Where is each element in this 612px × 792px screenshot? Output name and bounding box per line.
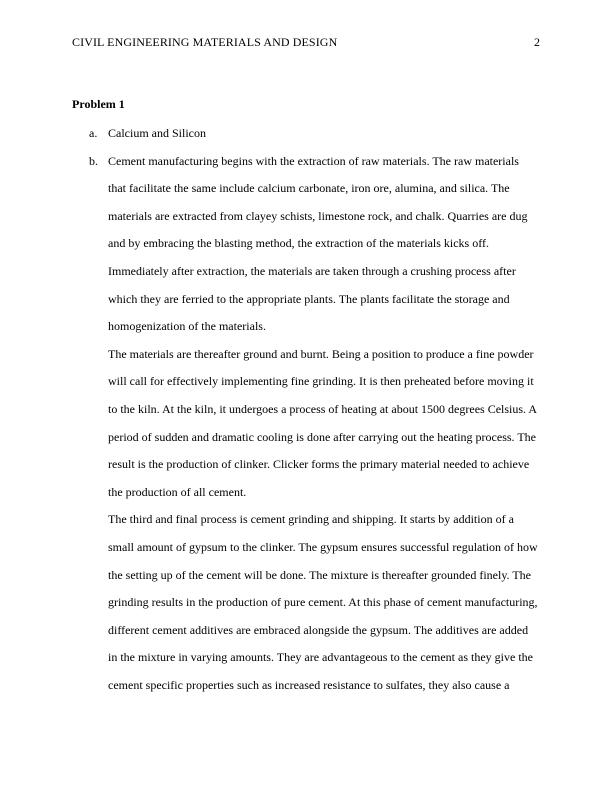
page-number: 2 [534, 35, 540, 49]
list-marker: a. [89, 126, 98, 140]
body-text-line: Calcium and Silicon [108, 126, 206, 140]
list-marker: b. [89, 153, 98, 168]
body-text-line: to the kiln. At the kiln, it undergoes a process of heating at about 1500 degrees Celsius. A [108, 402, 538, 416]
body-text-line: Immediately after extraction, the materials are taken through a crushing process after [108, 264, 516, 278]
body-text-line: different cement additives are embraced alongside the gypsum. The additives are added [108, 622, 529, 637]
body-text-line: cement specific properties such as increased resistance to sulfates, they also cause a [108, 678, 510, 692]
body-text-line: The materials are thereafter ground and burnt. Being a position to produce a fine powder [108, 346, 534, 361]
body-text-line: grinding results in the production of pure cement. At this phase of cement manufacturing, [108, 595, 538, 610]
body-text-line: that facilitate the same include calcium carbonate, iron ore, alumina, and silica. The [108, 181, 510, 196]
body-text-line: the setting up of the cement will be done. The mixture is thereafter grounded finely. The [108, 567, 531, 582]
section-heading: Problem 1 [72, 97, 125, 111]
body-text-line: result is the production of clinker. Clicker forms the primary material needed to achieve [108, 457, 530, 472]
running-header-title: CIVIL ENGINEERING MATERIALS AND DESIGN [72, 35, 338, 49]
body-text-line: which they are ferried to the appropriate plants. The plants facilitate the storage and [108, 291, 510, 306]
body-text-line: materials are extracted from clayey schists, limestone rock, and chalk. Quarries are dug [108, 208, 528, 223]
body-text-line: and by embracing the blasting method, the extraction of the materials kicks off. [108, 236, 489, 251]
body-text-line: small amount of gypsum to the clinker. The gypsum ensures successful regulation of how [108, 540, 538, 554]
body-text-line: homogenization of the materials. [108, 319, 266, 334]
body-text-line: the production of all cement. [108, 484, 247, 499]
body-text-line: Cement manufacturing begins with the extraction of raw materials. The raw materials [108, 153, 519, 168]
body-text-line: will call for effectively implementing fine grinding. It is then preheated before moving it [108, 374, 534, 389]
body-text-line: period of sudden and dramatic cooling is done after carrying out the heating process. The [108, 429, 536, 444]
body-text-line: in the mixture in varying amounts. They are advantageous to the cement as they give the [108, 650, 533, 665]
body-text-line: The third and final process is cement grinding and shipping. It starts by addition of a [108, 512, 514, 527]
